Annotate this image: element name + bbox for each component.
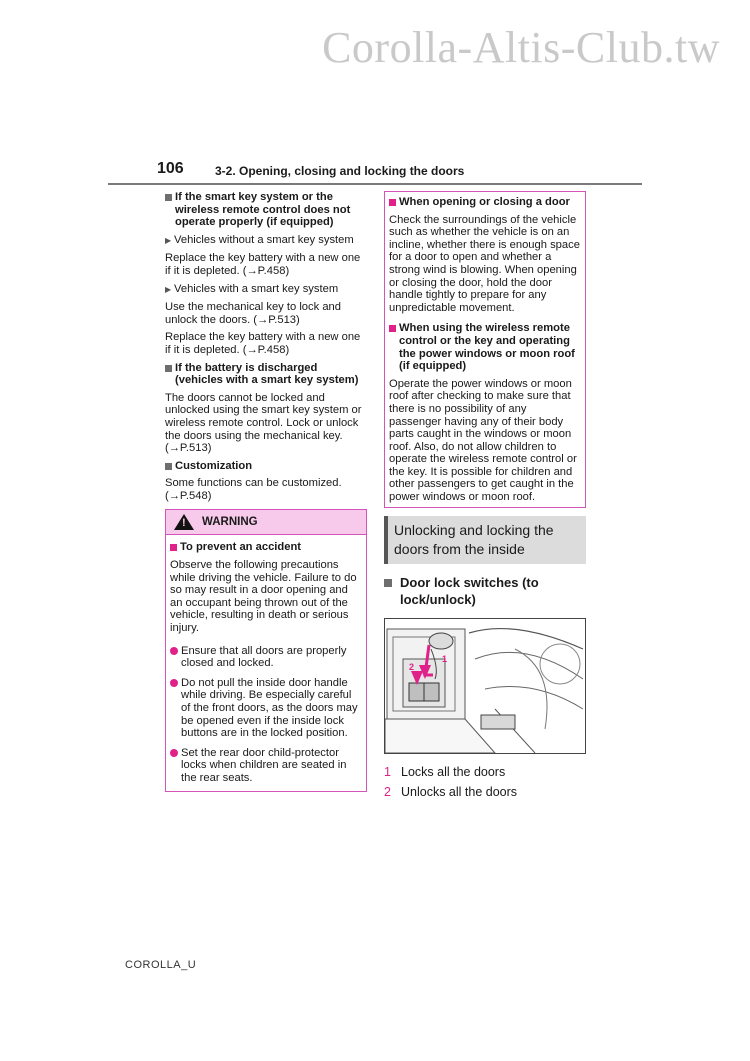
section-heading: Unlocking and locking the doors from the inside xyxy=(384,516,586,564)
square-bullet-icon xyxy=(389,199,396,206)
paragraph: Replace the key battery with a new one if it is depleted. (→P.458) xyxy=(165,331,361,356)
list-item: Ensure that all doors are properly closed and locked. xyxy=(170,645,362,670)
door-lock-switch-illustration xyxy=(384,618,586,754)
triangle-right-icon: ▶ xyxy=(165,284,172,294)
note-heading-remote: When using the wireless remote control or the key and operating the power windows or moon roof (if equipped) xyxy=(389,322,581,372)
bullet-dot-icon xyxy=(170,749,178,757)
paragraph: Operate the power windows or moon roof after checking to make sure that there is no possibility of any passenger having any of their body parts caught in the windows or moon roof. Also, do not allow children to operate the wireless remote control or the key. It is possible for children and other passengers to get caught in the power windows or moon roof. xyxy=(389,377,577,504)
paragraph: Some functions can be customized. (→P.548) xyxy=(165,477,342,502)
square-bullet-icon xyxy=(389,325,396,332)
list-item: 2 Unlocks all the doors xyxy=(384,784,518,799)
section-title: 3-2. Opening, closing and locking the doors xyxy=(215,164,465,178)
footer-model-code: COROLLA_U xyxy=(125,959,197,971)
square-bullet-icon xyxy=(170,544,177,551)
triangle-right-icon: ▶ xyxy=(165,235,172,245)
warning-icon: ! xyxy=(174,514,194,530)
door-panel-drawing xyxy=(385,619,585,753)
paragraph: Use the mechanical key to lock and unlock the doors. (→P.513) xyxy=(165,301,341,326)
list-item: Do not pull the inside door handle while driving. Be especially careful of the front doors, as the doors may be opened even if the inside lock buttons are in the locked position. xyxy=(170,677,362,740)
header-rule xyxy=(108,183,642,185)
list-item: 1 Locks all the doors xyxy=(384,764,506,779)
left-column xyxy=(165,191,367,792)
right-column xyxy=(384,191,586,802)
paragraph: The doors cannot be locked and unlocked using the smart key system or wireless remote control. Lock or unlock the doors using the mechanical key. (→P.513) xyxy=(165,391,362,455)
note-box xyxy=(384,191,586,508)
square-bullet-icon xyxy=(165,365,172,372)
warning-header: ! WARNING xyxy=(166,510,366,535)
heading-customization: Customization xyxy=(165,460,367,473)
warning-box xyxy=(165,509,367,791)
warning-body xyxy=(166,535,366,790)
page-number: 106 xyxy=(157,160,184,177)
bullet-dot-icon xyxy=(170,679,178,687)
figure-label-1: 1 xyxy=(442,653,448,664)
figure-label-2: 2 xyxy=(409,661,415,672)
warning-subheading: To prevent an accident xyxy=(170,541,362,554)
subheading-no-smart-key: ▶ Vehicles without a smart key system xyxy=(165,233,354,246)
square-bullet-icon xyxy=(384,579,392,587)
paragraph: Replace the key battery with a new one if it is depleted. (→P.458) xyxy=(165,252,361,277)
square-bullet-icon xyxy=(165,463,172,470)
list-item: Set the rear door child-protector locks when children are seated in the rear seats. xyxy=(170,747,362,785)
note-heading-door: When opening or closing a door xyxy=(389,196,581,209)
paragraph: Check the surroundings of the vehicle such as whether the vehicle is on an incline, whether there is enough space for a door to open and whether a strong wind is blowing. When opening or closing the door, hold the door handle tightly to prepare for any unpredictable movement. xyxy=(389,213,580,314)
subheading-with-smart-key: ▶ Vehicles with a smart key system xyxy=(165,282,339,295)
watermark: Corolla-Altis-Club.tw xyxy=(322,23,720,72)
warning-intro: Observe the following precautions while driving the vehicle. Failure to do so may result in a door opening and an occupant being thrown out of the vehicle, resulting in death or serious injury. xyxy=(170,559,357,635)
square-bullet-icon xyxy=(165,194,172,201)
subheading-door-lock-switches: Door lock switches (to lock/unlock) xyxy=(384,574,586,608)
numbered-list xyxy=(384,762,586,802)
heading-battery: If the battery is discharged (vehicles with a smart key system) xyxy=(165,362,367,387)
heading-smart-key: If the smart key system or the wireless remote control does not operate properly (if equipped) xyxy=(165,191,367,229)
bullet-dot-icon xyxy=(170,647,178,655)
